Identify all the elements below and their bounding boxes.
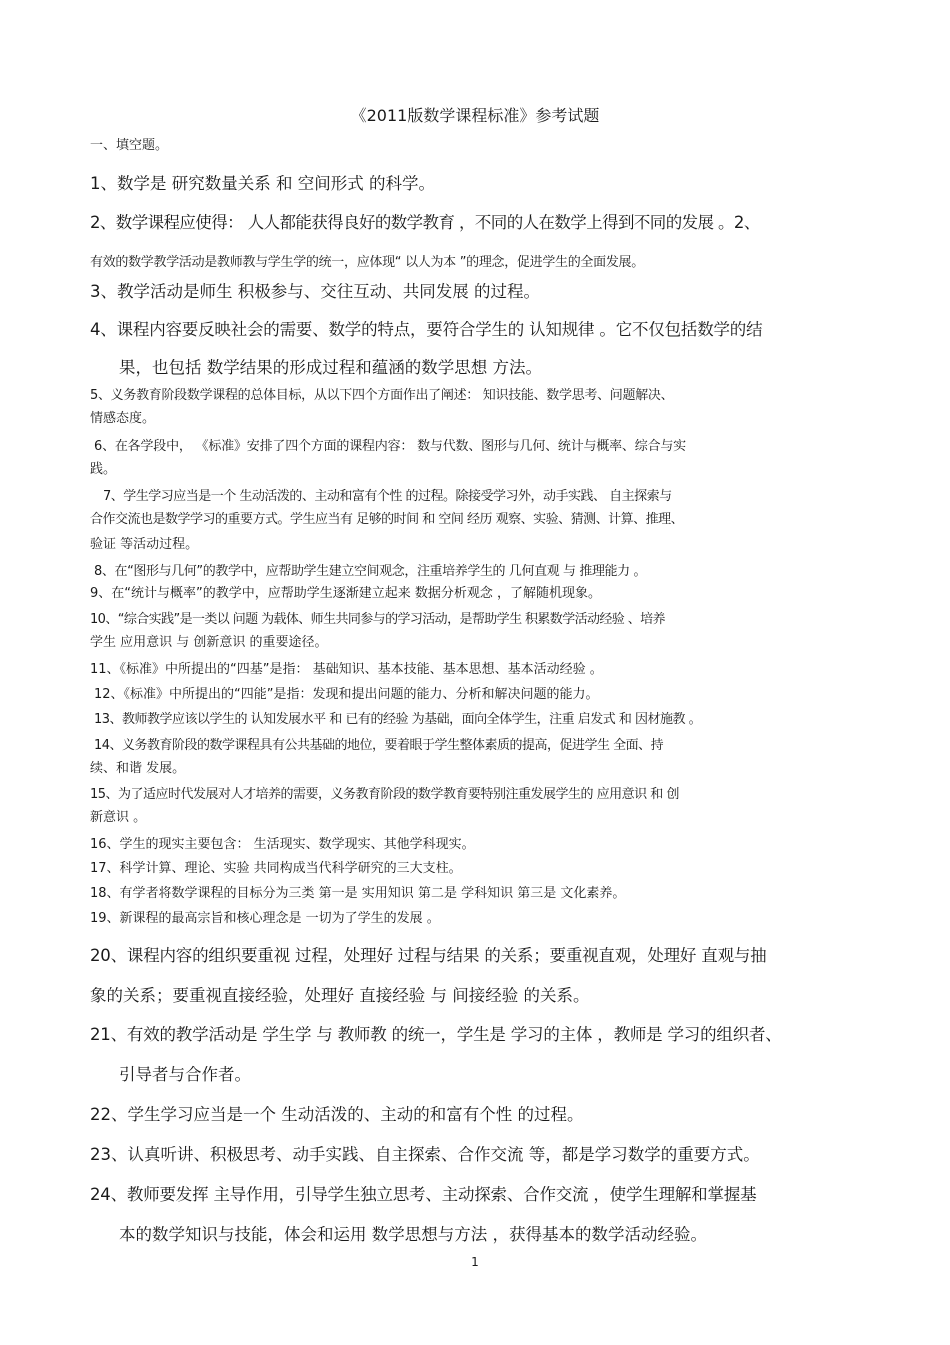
line-31: 21、有效的教学活动是 学生学 与 教师教 的统一，学生是 学习的主体 ，教师是 学习的组织者、 [90, 1025, 782, 1044]
line-27: 18、有学者将数学课程的目标分为三类 第一是 实用知识 第二是 学科知识 第三是 文化素养。 [90, 886, 626, 901]
line-23: 15、为了适应时代发展对人才培养的需要，义务教育阶段的数学教育要特别注重发展学生的 应用意识 和 创 [90, 787, 679, 802]
line-24: 新意识 。 [90, 810, 147, 825]
line-22: 续、和谐 发展。 [90, 761, 186, 776]
line-33: 22、学生学习应当是一个 生动活泼的、主动的和富有个性 的过程。 [90, 1105, 584, 1124]
line-19: 12、《标准》中所提出的“四能”是指：发现和提出问题的能力、分析和解决问题的能力。 [94, 687, 599, 702]
line-28: 19、新课程的最高宗旨和核心理念是 一切为了学生的发展 。 [90, 911, 440, 926]
line-4: 3、教学活动是师生 积极参与、交往互动、共同发展 的过程。 [90, 282, 540, 301]
line-1: 1、数学是 研究数量关系 和 空间形式 的科学。 [90, 174, 435, 193]
line-2: 2、数学课程应使得： 人人都能获得良好的数学教育 ，不同的人在数学上得到不同的发展 。2、 [90, 213, 760, 232]
line-15: 9、在“统计与概率”的教学中，应帮助学生逐渐建立起来 数据分析观念 ，了解随机现象。 [90, 586, 602, 601]
line-13: 验证 等活动过程。 [90, 537, 199, 552]
line-17: 学生 应用意识 与 创新意识 的重要途径。 [90, 635, 328, 650]
line-10: 践。 [90, 462, 117, 477]
line-11: 7、学生学习应当是一个 生动活泼的、主动和富有个性 的过程。除接受学习外，动手实践、 自主探索与 [103, 489, 672, 504]
line-8: 情感态度。 [90, 411, 156, 426]
line-18: 11、《标准》中所提出的“四基”是指： 基础知识、基本技能、基本思想、基本活动经验 。 [90, 662, 603, 677]
page-number: 1 [471, 1255, 479, 1269]
line-12: 合作交流也是数学学习的重要方式。学生应当有 足够的时间 和 空间 经历 观察、实验、猜测、计算、推理、 [90, 512, 684, 527]
line-32: 引导者与合作者。 [119, 1065, 251, 1084]
line-34: 23、认真听讲、积极思考、动手实践、自主探索、合作交流 等，都是学习数学的重要方式。 [90, 1145, 760, 1164]
line-3: 有效的数学教学活动是教师教与学生学的统一，应体现“ 以人为本 ”的理念，促进学生的全面发展。 [90, 255, 644, 270]
page-title: 《2011版数学课程标准》参考试题 [350, 106, 600, 125]
line-29: 20、课程内容的组织要重视 过程，处理好 过程与结果 的关系；要重视直观，处理好 直观与抽 [90, 946, 767, 965]
line-20: 13、教师教学应该以学生的 认知发展水平 和 已有的经验 为基础，面向全体学生，注重 启发式 和 因材施教 。 [94, 712, 702, 727]
line-6: 果，也包括 数学结果的形成过程和蕴涵的数学思想 方法。 [119, 358, 542, 377]
line-14: 8、在“图形与几何”的教学中，应帮助学生建立空间观念，注重培养学生的 几何直观 与 推理能力 。 [94, 564, 647, 579]
line-7: 5、义务教育阶段数学课程的总体目标，从以下四个方面作出了阐述： 知识技能、数学思考、问题解决、 [90, 388, 674, 403]
line-35: 24、教师要发挥 主导作用，引导学生独立思考、主动探索、合作交流 ，使学生理解和掌握基 [90, 1185, 757, 1204]
line-26: 17、科学计算、理论、实验 共同构成当代科学研究的三大支柱。 [90, 861, 462, 876]
line-5: 4、课程内容要反映社会的需要、数学的特点，要符合学生的 认知规律 。它不仅包括数学的结 [90, 320, 763, 339]
line-16: 10、“综合实践”是一类以 问题 为载体、师生共同参与的学习活动，是帮助学生 积累数学活动经验 、培养 [90, 612, 665, 627]
line-9: 6、在各学段中， 《标准》安排了四个方面的课程内容： 数与代数、图形与几何、统计与概率、综合与实 [94, 439, 686, 454]
line-30: 象的关系；要重视直接经验，处理好 直接经验 与 间接经验 的关系。 [90, 986, 590, 1005]
line-25: 16、学生的现实主要包含： 生活现实、数学现实、其他学科现实。 [90, 837, 475, 852]
line-21: 14、义务教育阶段的数学课程具有公共基础的地位，要着眼于学生整体素质的提高，促进学生 全面、持 [94, 738, 664, 753]
section-heading: 一、填空题。 [90, 138, 169, 153]
line-36: 本的数学知识与技能，体会和运用 数学思想与方法 ，获得基本的数学活动经验。 [119, 1225, 707, 1244]
